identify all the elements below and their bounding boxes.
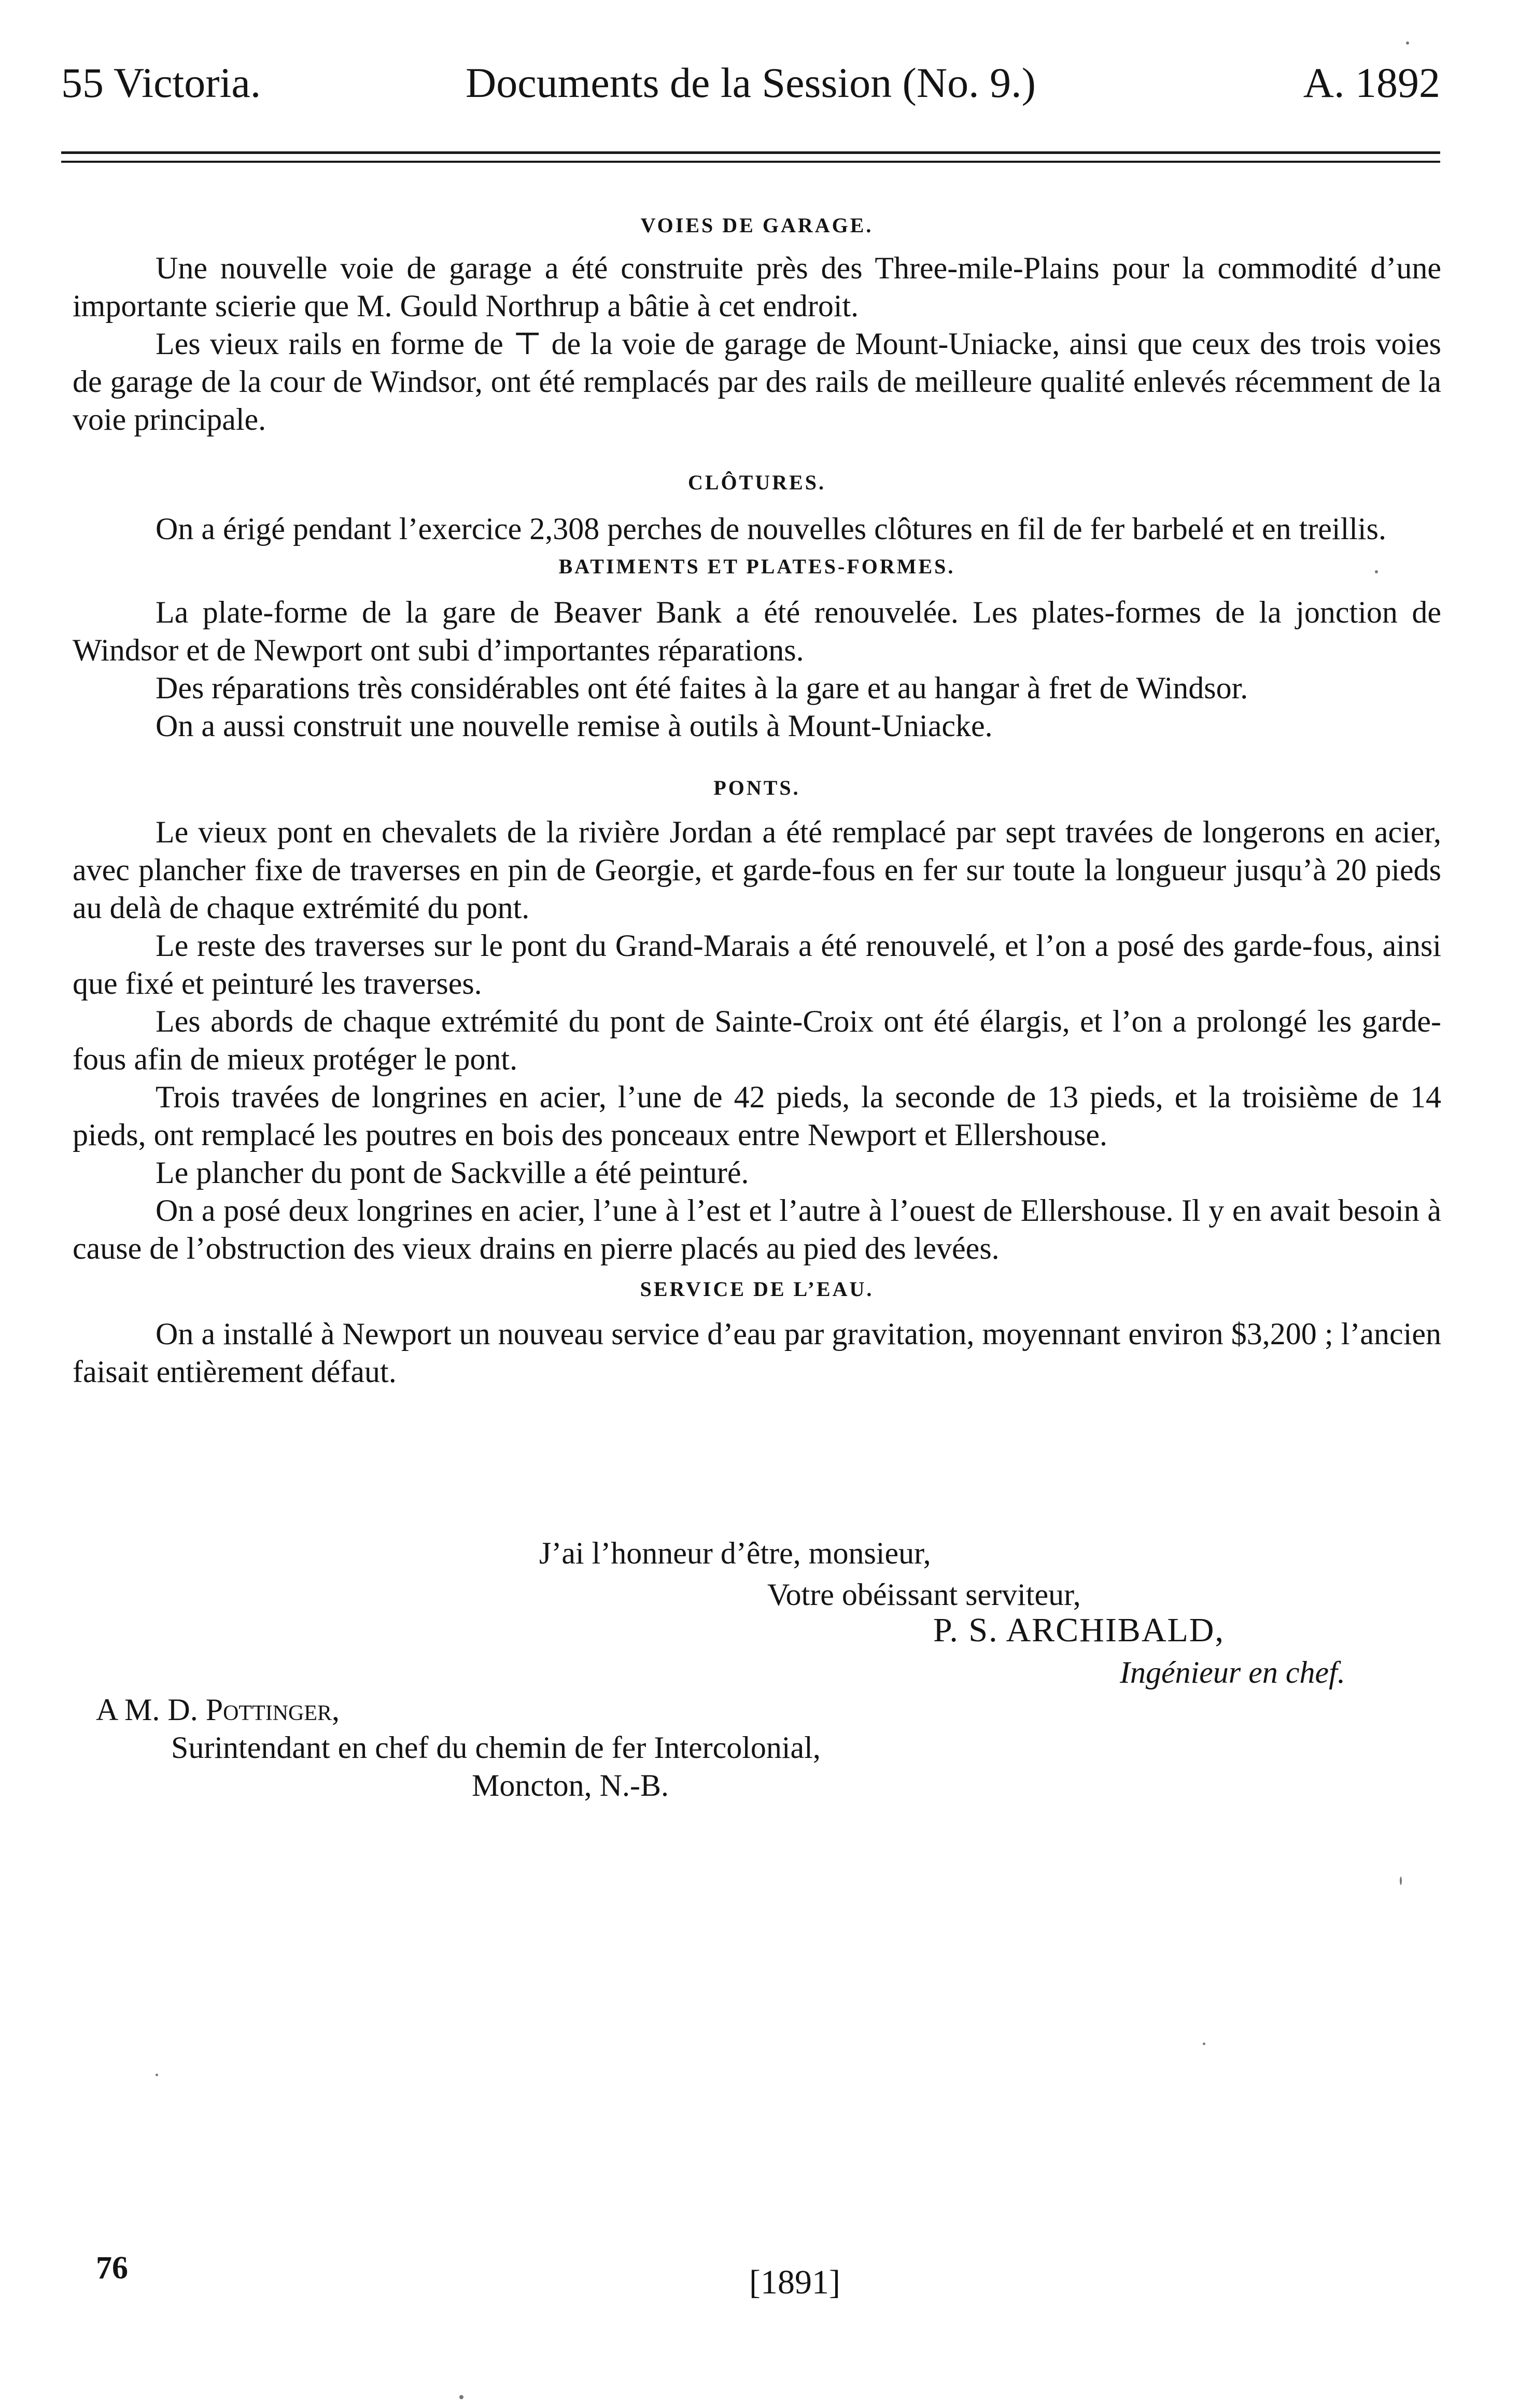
paragraph: On a posé deux longrines en acier, l’une à l’est et l’autre à l’ouest de Ellershouse. Il y en avait besoin à cause de l’obstruction des vieux drains en pierre placés au pied des levées. — [73, 1193, 1441, 1265]
signature-name: P. S. ARCHIBALD, — [933, 1611, 1225, 1649]
paragraph: Le reste des traverses sur le pont du Grand-Marais a été renouvelé, et l’on a posé des garde-fous, ainsi que fixé et peinturé les traverses. — [73, 928, 1441, 1001]
addressee-position: Surintendant en chef du chemin de fer Intercolonial, — [171, 1730, 821, 1765]
paragraph: On a installé à Newport un nouveau service d’eau par gravitation, moyennant environ $3,200 ; l’ancien faisait entièrement défaut. — [73, 1317, 1441, 1389]
paragraph: On a érigé pendant l’exercice 2,308 perches de nouvelles clôtures en fil de fer barbelé et en treillis. — [156, 512, 1386, 546]
addressee-line — [96, 1691, 340, 1729]
paragraph: Les abords de chaque extrémité du pont de Sainte-Croix ont été élargis, et l’on a prolongé les garde-fous afin de mieux protéger le pont. — [73, 1004, 1441, 1076]
addressee-prefix: A M. D. — [96, 1693, 206, 1727]
header-rule-top — [61, 151, 1440, 154]
section-heading-ponts: PONTS. — [713, 776, 800, 799]
section-heading-service-de-l-eau: SERVICE DE L’EAU. — [640, 1277, 874, 1301]
scan-speck — [1203, 2043, 1205, 2045]
header-volume: 55 Victoria. — [61, 59, 261, 106]
report-body — [73, 205, 1441, 1391]
paragraph: Une nouvelle voie de garage a été construite près des Three-mile-Plains pour la commodité d’une importante scierie que M. Gould Northrup a bâtie à cet endroit. — [73, 251, 1441, 323]
addressee-place: Moncton, N.-B. — [472, 1768, 669, 1803]
section-heading-batiments: BATIMENTS ET PLATES-FORMES. — [558, 555, 955, 578]
paragraph: Les vieux rails en forme de ⊤ de la voie de garage de Mount-Uniacke, ainsi que ceux des trois voies de garage de la cour de Windsor, ont été remplacés par des rails de meilleure qualité enlevés récemment de la voie principale. — [73, 327, 1441, 436]
header-year: A. 1892 — [1303, 59, 1440, 106]
closing-salutation: J’ai l’honneur d’être, monsieur, — [539, 1536, 931, 1570]
paragraph: Trois travées de longrines en acier, l’une de 42 pieds, la seconde de 13 pieds, et la troisième de 14 pieds, ont remplacé les poutres en bois des ponceaux entre Newport et Ellershouse. — [73, 1080, 1441, 1152]
scan-speck — [1375, 570, 1378, 573]
section-heading-clotures: CLÔTURES. — [687, 471, 826, 494]
paragraph: On a aussi construit une nouvelle remise à outils à Mount-Uniacke. — [156, 709, 993, 743]
paragraph: Le vieux pont en chevalets de la rivière Jordan a été remplacé par sept travées de longerons en acier, avec plancher fixe de traverses en pin de Georgie, et garde-fous en fer sur toute la longueur jusqu’à 20 pieds au delà de chaque extrémité du pont. — [73, 815, 1441, 925]
running-header — [61, 54, 1440, 111]
scan-speck — [1406, 41, 1409, 45]
scan-speck — [459, 2395, 463, 2399]
header-title: Documents de la Session (No. 9.) — [466, 59, 1036, 106]
scan-speck — [156, 2074, 158, 2076]
closing-valediction: Votre obéissant serviteur, — [767, 1578, 1081, 1612]
header-rule-bottom — [61, 161, 1440, 163]
addressee-name: Pottinger, — [205, 1693, 340, 1727]
signature-title: Ingénieur en chef. — [1120, 1655, 1345, 1689]
paragraph: Le plancher du pont de Sackville a été peinturé. — [156, 1156, 749, 1190]
section-heading-voies-de-garage: VOIES DE GARAGE. — [640, 214, 874, 237]
page-number: 76 — [96, 2250, 128, 2286]
paragraph: La plate-forme de la gare de Beaver Bank a été renouvelée. Les plates-formes de la jonction de Windsor et de Newport ont subi d’importantes réparations. — [73, 595, 1441, 667]
paragraph: Des réparations très considérables ont été faites à la gare et au hangar à fret de Windsor. — [156, 671, 1248, 705]
scan-speck — [1400, 1877, 1402, 1885]
session-year: [1891] — [749, 2263, 840, 2301]
